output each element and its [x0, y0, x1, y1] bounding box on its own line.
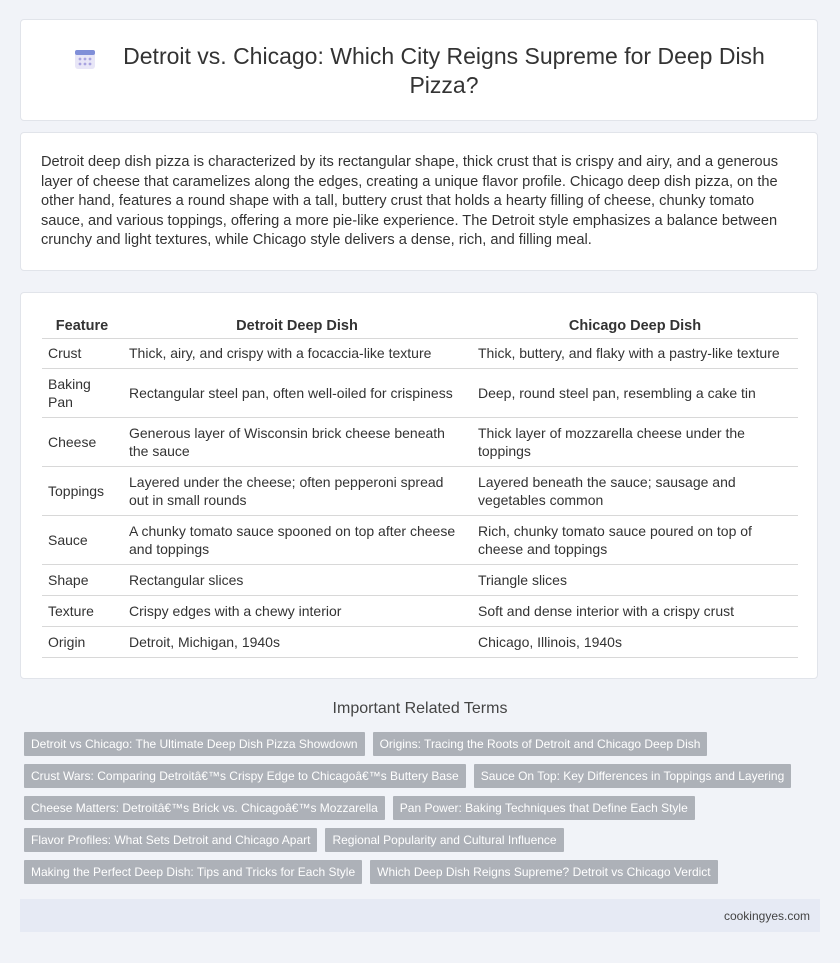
related-term-link[interactable]: Sauce On Top: Key Differences in Toppings and Layering: [474, 764, 792, 788]
row-detroit: Detroit, Michigan, 1940s: [123, 626, 472, 657]
row-detroit: Rectangular steel pan, often well-oiled for crispiness: [123, 368, 472, 417]
table-row: [42, 595, 798, 626]
title-card: [20, 19, 818, 121]
intro-paragraph: Detroit deep dish pizza is characterized by its rectangular shape, thick crust that is crispy and airy, and a generous layer of cheese that caramelizes along the edges, creating a unique flavor profile. Chicago deep dish pizza, on the other hand, features a round shape with a tall, buttery crust that holds a hearty filling of cheese, chunky tomato sauce, and various toppings, offering a more pie-like experience. The Detroit style emphasizes a balance between crunchy and light textures, while Chicago style delivers a dense, rich, and filling meal.: [41, 154, 779, 249]
row-feature: Texture: [42, 595, 123, 626]
related-term-link[interactable]: Which Deep Dish Reigns Supreme? Detroit vs Chicago Verdict: [370, 860, 717, 884]
comparison-table: [42, 314, 798, 658]
table-row: [42, 368, 798, 417]
related-terms-row: [24, 764, 814, 788]
related-terms-row: [24, 732, 814, 756]
intro-card: [20, 132, 818, 271]
related-terms-row: [24, 796, 814, 820]
table-row: [42, 417, 798, 466]
row-chicago: Deep, round steel pan, resembling a cake tin: [472, 368, 799, 417]
row-chicago: Thick, buttery, and flaky with a pastry-like texture: [472, 338, 799, 368]
footer-site-name: cookingyes.com: [723, 909, 810, 923]
header-feature: Feature: [42, 314, 123, 338]
row-chicago: Chicago, Illinois, 1940s: [472, 626, 799, 657]
header-detroit: Detroit Deep Dish: [123, 314, 472, 338]
row-feature: Toppings: [42, 466, 123, 515]
row-chicago: Layered beneath the sauce; sausage and vegetables common: [472, 466, 799, 515]
table-header-row: [42, 314, 798, 338]
table-row: [42, 564, 798, 595]
row-feature: Cheese: [42, 417, 123, 466]
row-detroit: Thick, airy, and crispy with a focaccia-like texture: [123, 338, 472, 368]
row-detroit: Rectangular slices: [123, 564, 472, 595]
row-detroit: A chunky tomato sauce spooned on top after cheese and toppings: [123, 515, 472, 564]
related-term-link[interactable]: Crust Wars: Comparing Detroitâ€™s Crispy Edge to Chicagoâ€™s Buttery Base: [24, 764, 466, 788]
row-feature: Crust: [42, 338, 123, 368]
related-term-link[interactable]: Origins: Tracing the Roots of Detroit and Chicago Deep Dish: [373, 732, 708, 756]
table-row: [42, 338, 798, 368]
row-feature: Shape: [42, 564, 123, 595]
row-detroit: Layered under the cheese; often pepperoni spread out in small rounds: [123, 466, 472, 515]
related-terms-row: [24, 828, 814, 852]
row-detroit: Generous layer of Wisconsin brick cheese beneath the sauce: [123, 417, 472, 466]
footer: [20, 899, 820, 932]
header-chicago: Chicago Deep Dish: [472, 314, 799, 338]
table-row: [42, 466, 798, 515]
row-chicago: Thick layer of mozzarella cheese under the toppings: [472, 417, 799, 466]
row-chicago: Rich, chunky tomato sauce poured on top of cheese and toppings: [472, 515, 799, 564]
related-term-link[interactable]: Regional Popularity and Cultural Influence: [325, 828, 563, 852]
related-term-link[interactable]: Cheese Matters: Detroitâ€™s Brick vs. Chicagoâ€™s Mozzarella: [24, 796, 385, 820]
table-row: [42, 626, 798, 657]
related-term-link[interactable]: Detroit vs Chicago: The Ultimate Deep Dish Pizza Showdown: [24, 732, 365, 756]
row-feature: Baking Pan: [42, 368, 123, 417]
row-chicago: Soft and dense interior with a crispy crust: [472, 595, 799, 626]
related-terms-row: [24, 860, 814, 884]
related-term-link[interactable]: Pan Power: Baking Techniques that Define Each Style: [393, 796, 695, 820]
page-title: Detroit vs. Chicago: Which City Reigns Supreme for Deep Dish Pizza?: [123, 43, 765, 98]
related-term-link[interactable]: Flavor Profiles: What Sets Detroit and Chicago Apart: [24, 828, 317, 852]
related-terms-title: Important Related Terms: [332, 700, 508, 717]
row-detroit: Crispy edges with a chewy interior: [123, 595, 472, 626]
related-term-link[interactable]: Making the Perfect Deep Dish: Tips and Tricks for Each Style: [24, 860, 362, 884]
row-feature: Origin: [42, 626, 123, 657]
comparison-card: [20, 292, 818, 679]
related-terms-list: [24, 732, 814, 892]
row-chicago: Triangle slices: [472, 564, 799, 595]
table-row: [42, 515, 798, 564]
row-feature: Sauce: [42, 515, 123, 564]
